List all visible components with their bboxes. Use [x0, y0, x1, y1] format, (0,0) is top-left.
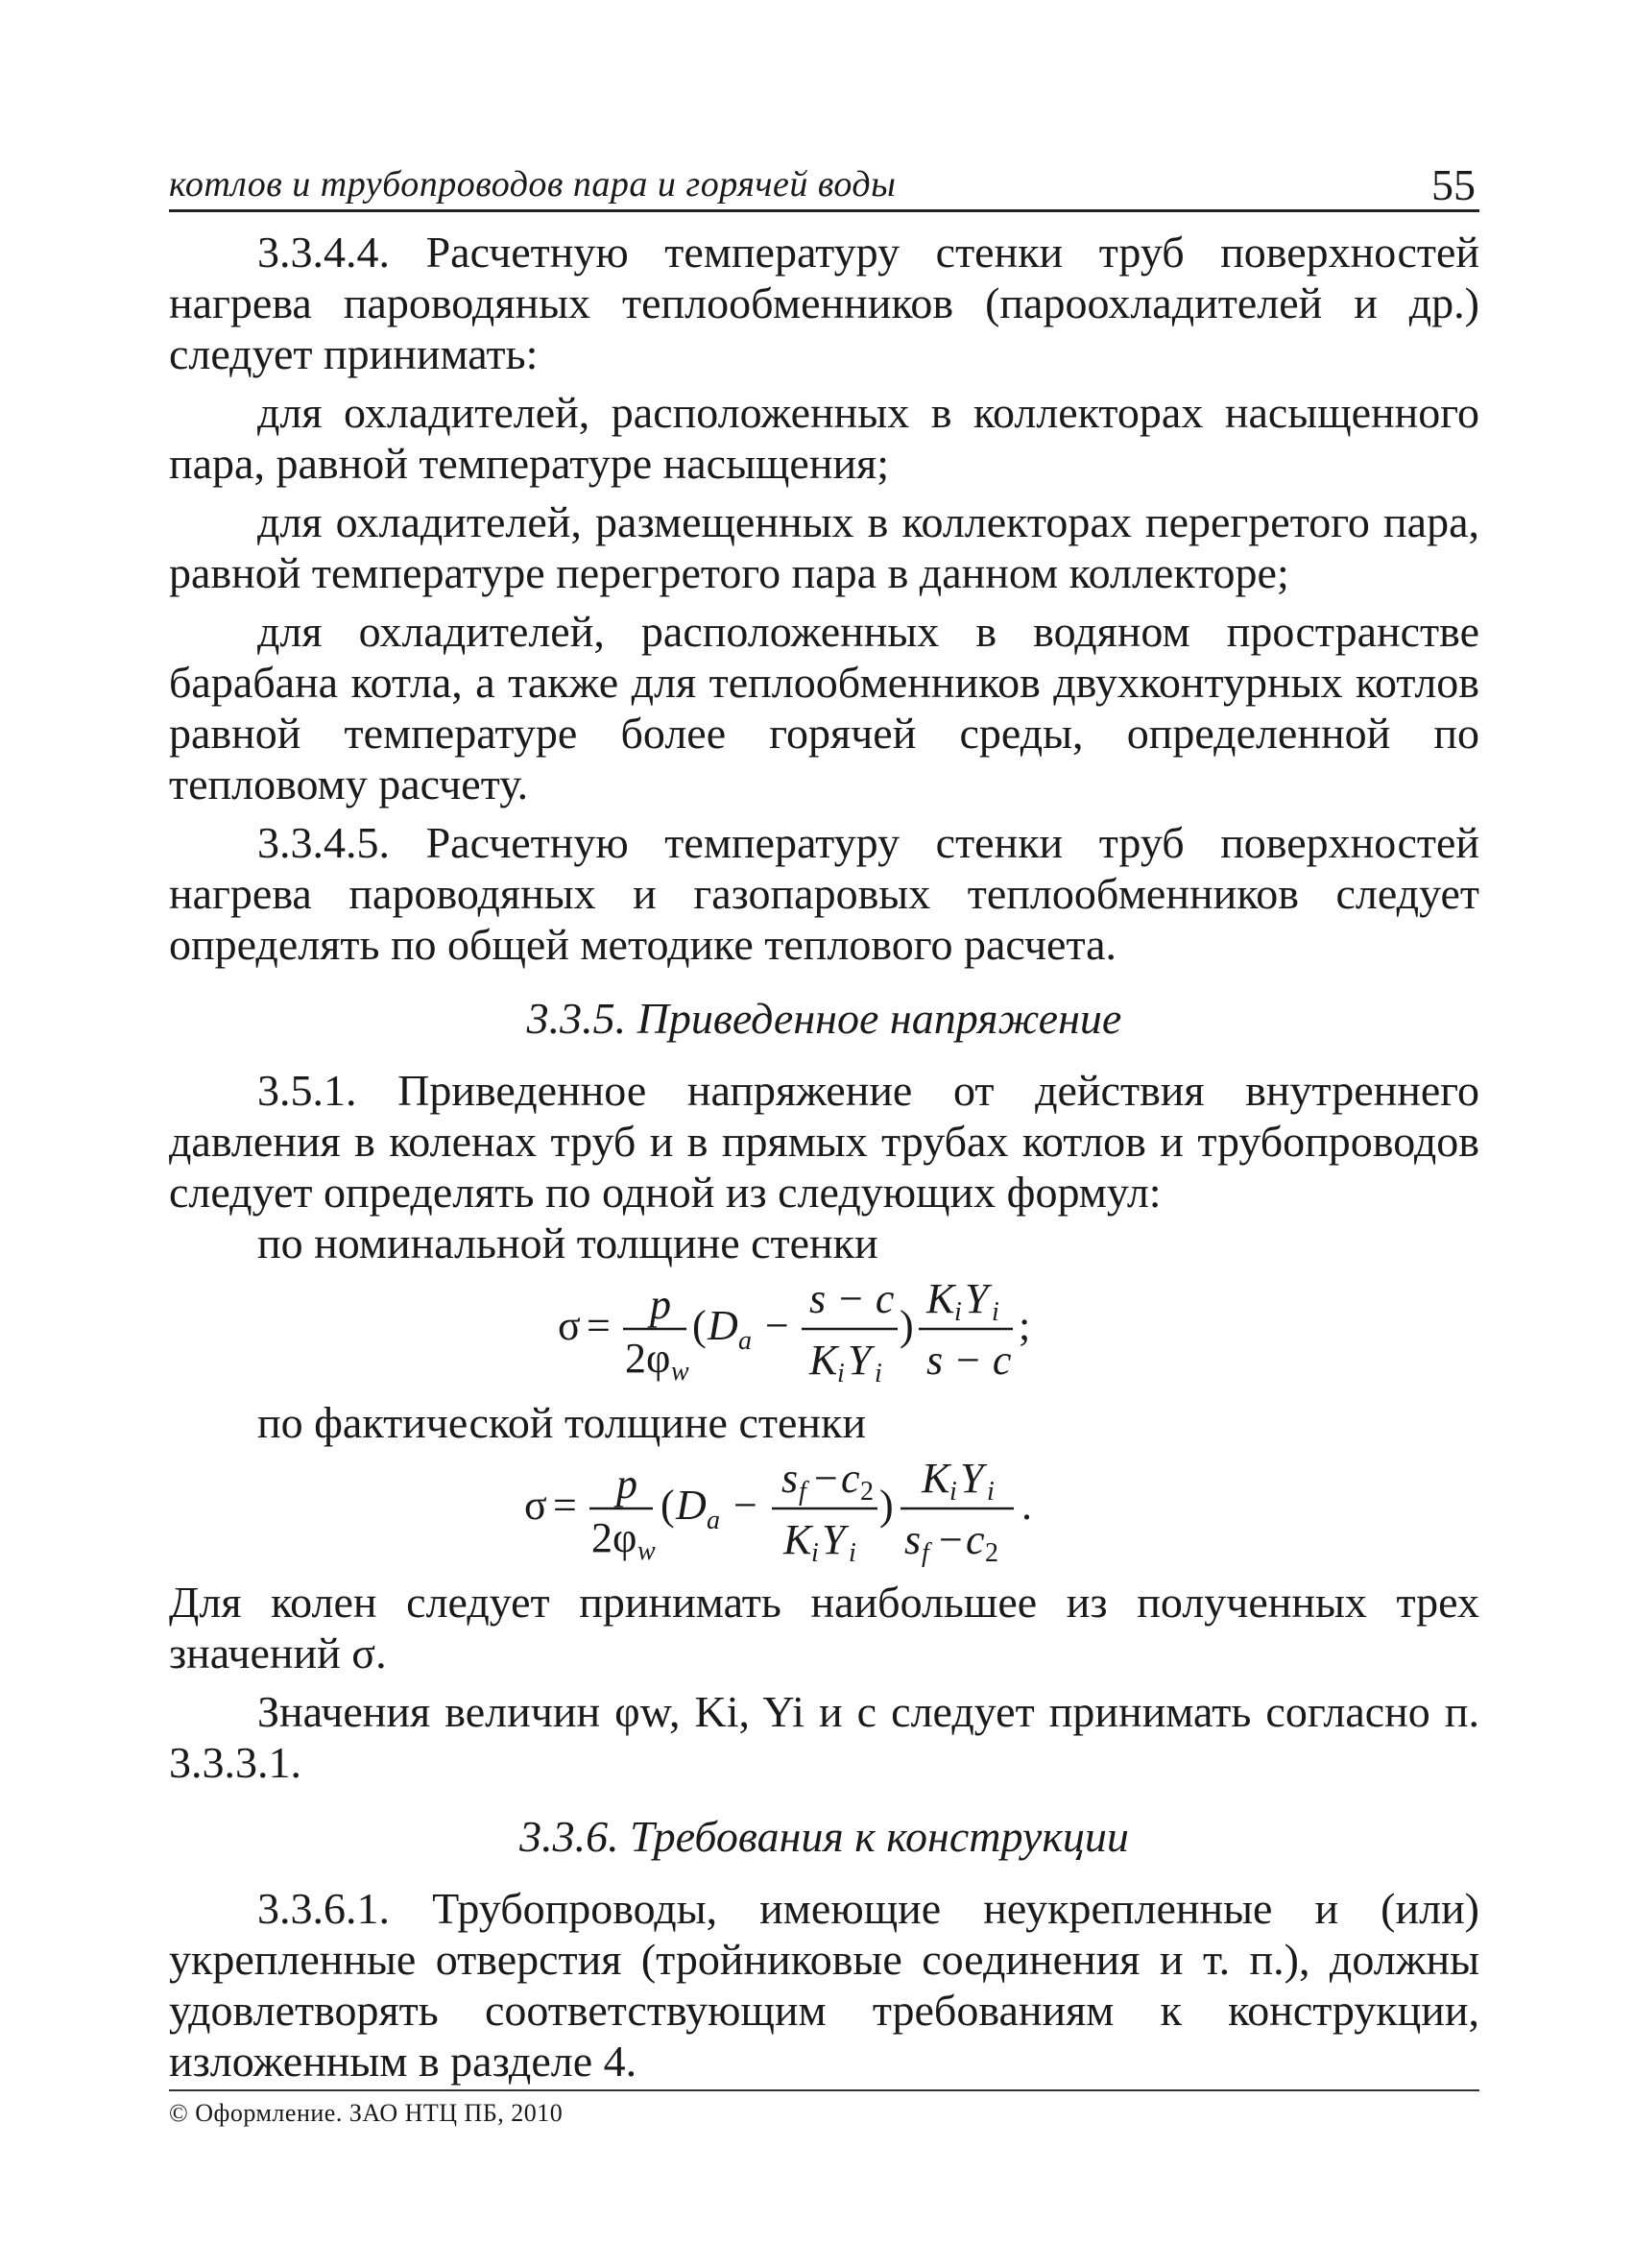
formula-numerator-p: p: [650, 1281, 671, 1328]
running-header: [169, 159, 1479, 217]
formula-sub-w: w: [671, 1357, 689, 1387]
header-rule: [169, 209, 1479, 212]
formula2-numerator-p: p: [616, 1460, 637, 1508]
formula-den-K: K: [809, 1337, 838, 1384]
formula2-num-K: K: [922, 1455, 950, 1502]
formula-den-s-minus-c: s − c: [926, 1337, 1012, 1384]
formula2-num-minus: −: [814, 1455, 838, 1502]
formula2-2phi: 2φ: [591, 1514, 637, 1561]
formula-den-sub-i2: i: [875, 1359, 882, 1388]
formula2-den-sub-i2: i: [849, 1538, 856, 1568]
document-body: [169, 227, 1479, 2087]
formula2-period: .: [1021, 1482, 1032, 1529]
paragraph-values-note: Значения величин φw, Ki, Yi и c следует принимать согласно п. 3.3.3.1.: [169, 1687, 1479, 1787]
paragraph-3-3-4-5: 3.3.4.5. Расчетную температуру стенки труб поверхностей нагрева пароводяных и газопаровых теплообменников следует определять по общей методике теплового расчета.: [169, 818, 1479, 969]
formula-equals: =: [587, 1302, 611, 1349]
formula2-open-paren: (: [660, 1482, 675, 1529]
paragraph-knee-note: Для колен следует принимать наибольшее из полученных трех значений σ.: [169, 1578, 1479, 1677]
formula2-den-s: s: [904, 1516, 922, 1563]
paragraph-coolers-saturated: для охладителей, расположенных в коллекторах насыщенного пара, равной температуре насыщения;: [169, 388, 1479, 488]
page-number: 55: [1431, 160, 1476, 209]
formula-nominal-graphic: [169, 1275, 1479, 1388]
footer-rule: [169, 2089, 1479, 2091]
paragraph-coolers-drum: для охладителей, расположенных в водяном пространстве барабана котла, а также для теплообменников двухконтурных котлов равной температуре более горячей среды, определенной по тепловому расчету.: [169, 607, 1479, 808]
formula-sub-a: a: [738, 1326, 752, 1356]
formula2-den-sub-2: 2: [985, 1538, 998, 1568]
formula-minus: −: [765, 1302, 789, 1349]
formula-D: D: [708, 1302, 738, 1349]
paragraph-3-3-6-1: 3.3.6.1. Трубопроводы, имеющие неукрепленные и (или) укрепленные отверстия (тройниковые соединения и т. п.), должны удовлетворять соответствующим требованиям к конструкции, изложенным в разделе 4.: [169, 1884, 1479, 2086]
formula-semicolon: ;: [1019, 1302, 1031, 1349]
section-heading-3-3-6: 3.3.6. Требования к конструкции: [519, 1812, 1129, 1861]
formula2-num-sub-i1: i: [949, 1477, 957, 1507]
formula2-equals: =: [553, 1482, 577, 1529]
formula-close-paren: ): [900, 1302, 914, 1349]
formula-num-sub-i1: i: [954, 1297, 962, 1327]
formula-actual: [169, 1455, 1479, 1568]
formula2-den-Y: Y: [822, 1516, 846, 1563]
formula2-num-sub-f: f: [799, 1477, 806, 1507]
running-header-title: котлов и трубопроводов пара и горячей воды: [169, 164, 897, 205]
formula-sigma: σ: [558, 1302, 581, 1349]
formula-num-K: K: [926, 1275, 955, 1322]
formula2-num-sub-2: 2: [860, 1477, 874, 1507]
formula-den-Y: Y: [848, 1337, 872, 1384]
formula-num-Y: Y: [965, 1275, 989, 1322]
formula2-num-c: c: [841, 1455, 860, 1502]
formula2-den-sub-i1: i: [811, 1538, 819, 1568]
formula-open-paren: (: [692, 1302, 707, 1349]
formula2-num-Y: Y: [960, 1455, 984, 1502]
formula2-sub-a: a: [707, 1506, 720, 1535]
formula-2phi: 2φ: [625, 1335, 671, 1382]
formula2-den-sub-f: f: [922, 1538, 929, 1568]
formula-nominal: [169, 1275, 1479, 1388]
formula-num-s-minus-c: s − c: [809, 1275, 895, 1322]
formula2-num-sub-i2: i: [987, 1477, 995, 1507]
formula2-den-minus: −: [939, 1516, 963, 1563]
section-heading-3-3-5: 3.3.5. Приведенное напряжение: [526, 994, 1122, 1043]
paragraph-3-5-1: 3.5.1. Приведенное напряжение от действия внутреннего давления в коленах труб и в прямых трубах котлов и трубопроводов следует определять по одной из следующих формул:: [169, 1066, 1479, 1217]
paragraph-coolers-superheated: для охладителей, размещенных в коллекторах перегретого пара, равной температуре перегретого пара в данном коллекторе;: [169, 497, 1479, 597]
formula2-D: D: [676, 1482, 707, 1529]
formula2-close-paren: ): [879, 1482, 894, 1529]
footer-copyright: © Оформление. ЗАО НТЦ ПБ, 2010: [169, 2099, 564, 2127]
label-actual-thickness: по фактической толщине стенки: [257, 1398, 866, 1447]
formula2-sigma: σ: [524, 1482, 547, 1529]
formula2-minus: −: [733, 1482, 757, 1529]
formula2-den-K: K: [783, 1516, 812, 1563]
formula-actual-graphic: [169, 1455, 1479, 1568]
formula2-num-s: s: [781, 1455, 799, 1502]
formula2-sub-w: w: [637, 1536, 656, 1566]
label-nominal-thickness: по номинальной толщине стенки: [257, 1218, 878, 1267]
formula-den-sub-i1: i: [837, 1359, 845, 1388]
formula2-den-c: c: [966, 1516, 985, 1563]
paragraph-3-3-4-4: 3.3.4.4. Расчетную температуру стенки труб поверхностей нагрева пароводяных теплообменников (пароохладителей и др.) следует принимать:: [169, 228, 1479, 378]
formula-num-sub-i2: i: [992, 1297, 999, 1327]
